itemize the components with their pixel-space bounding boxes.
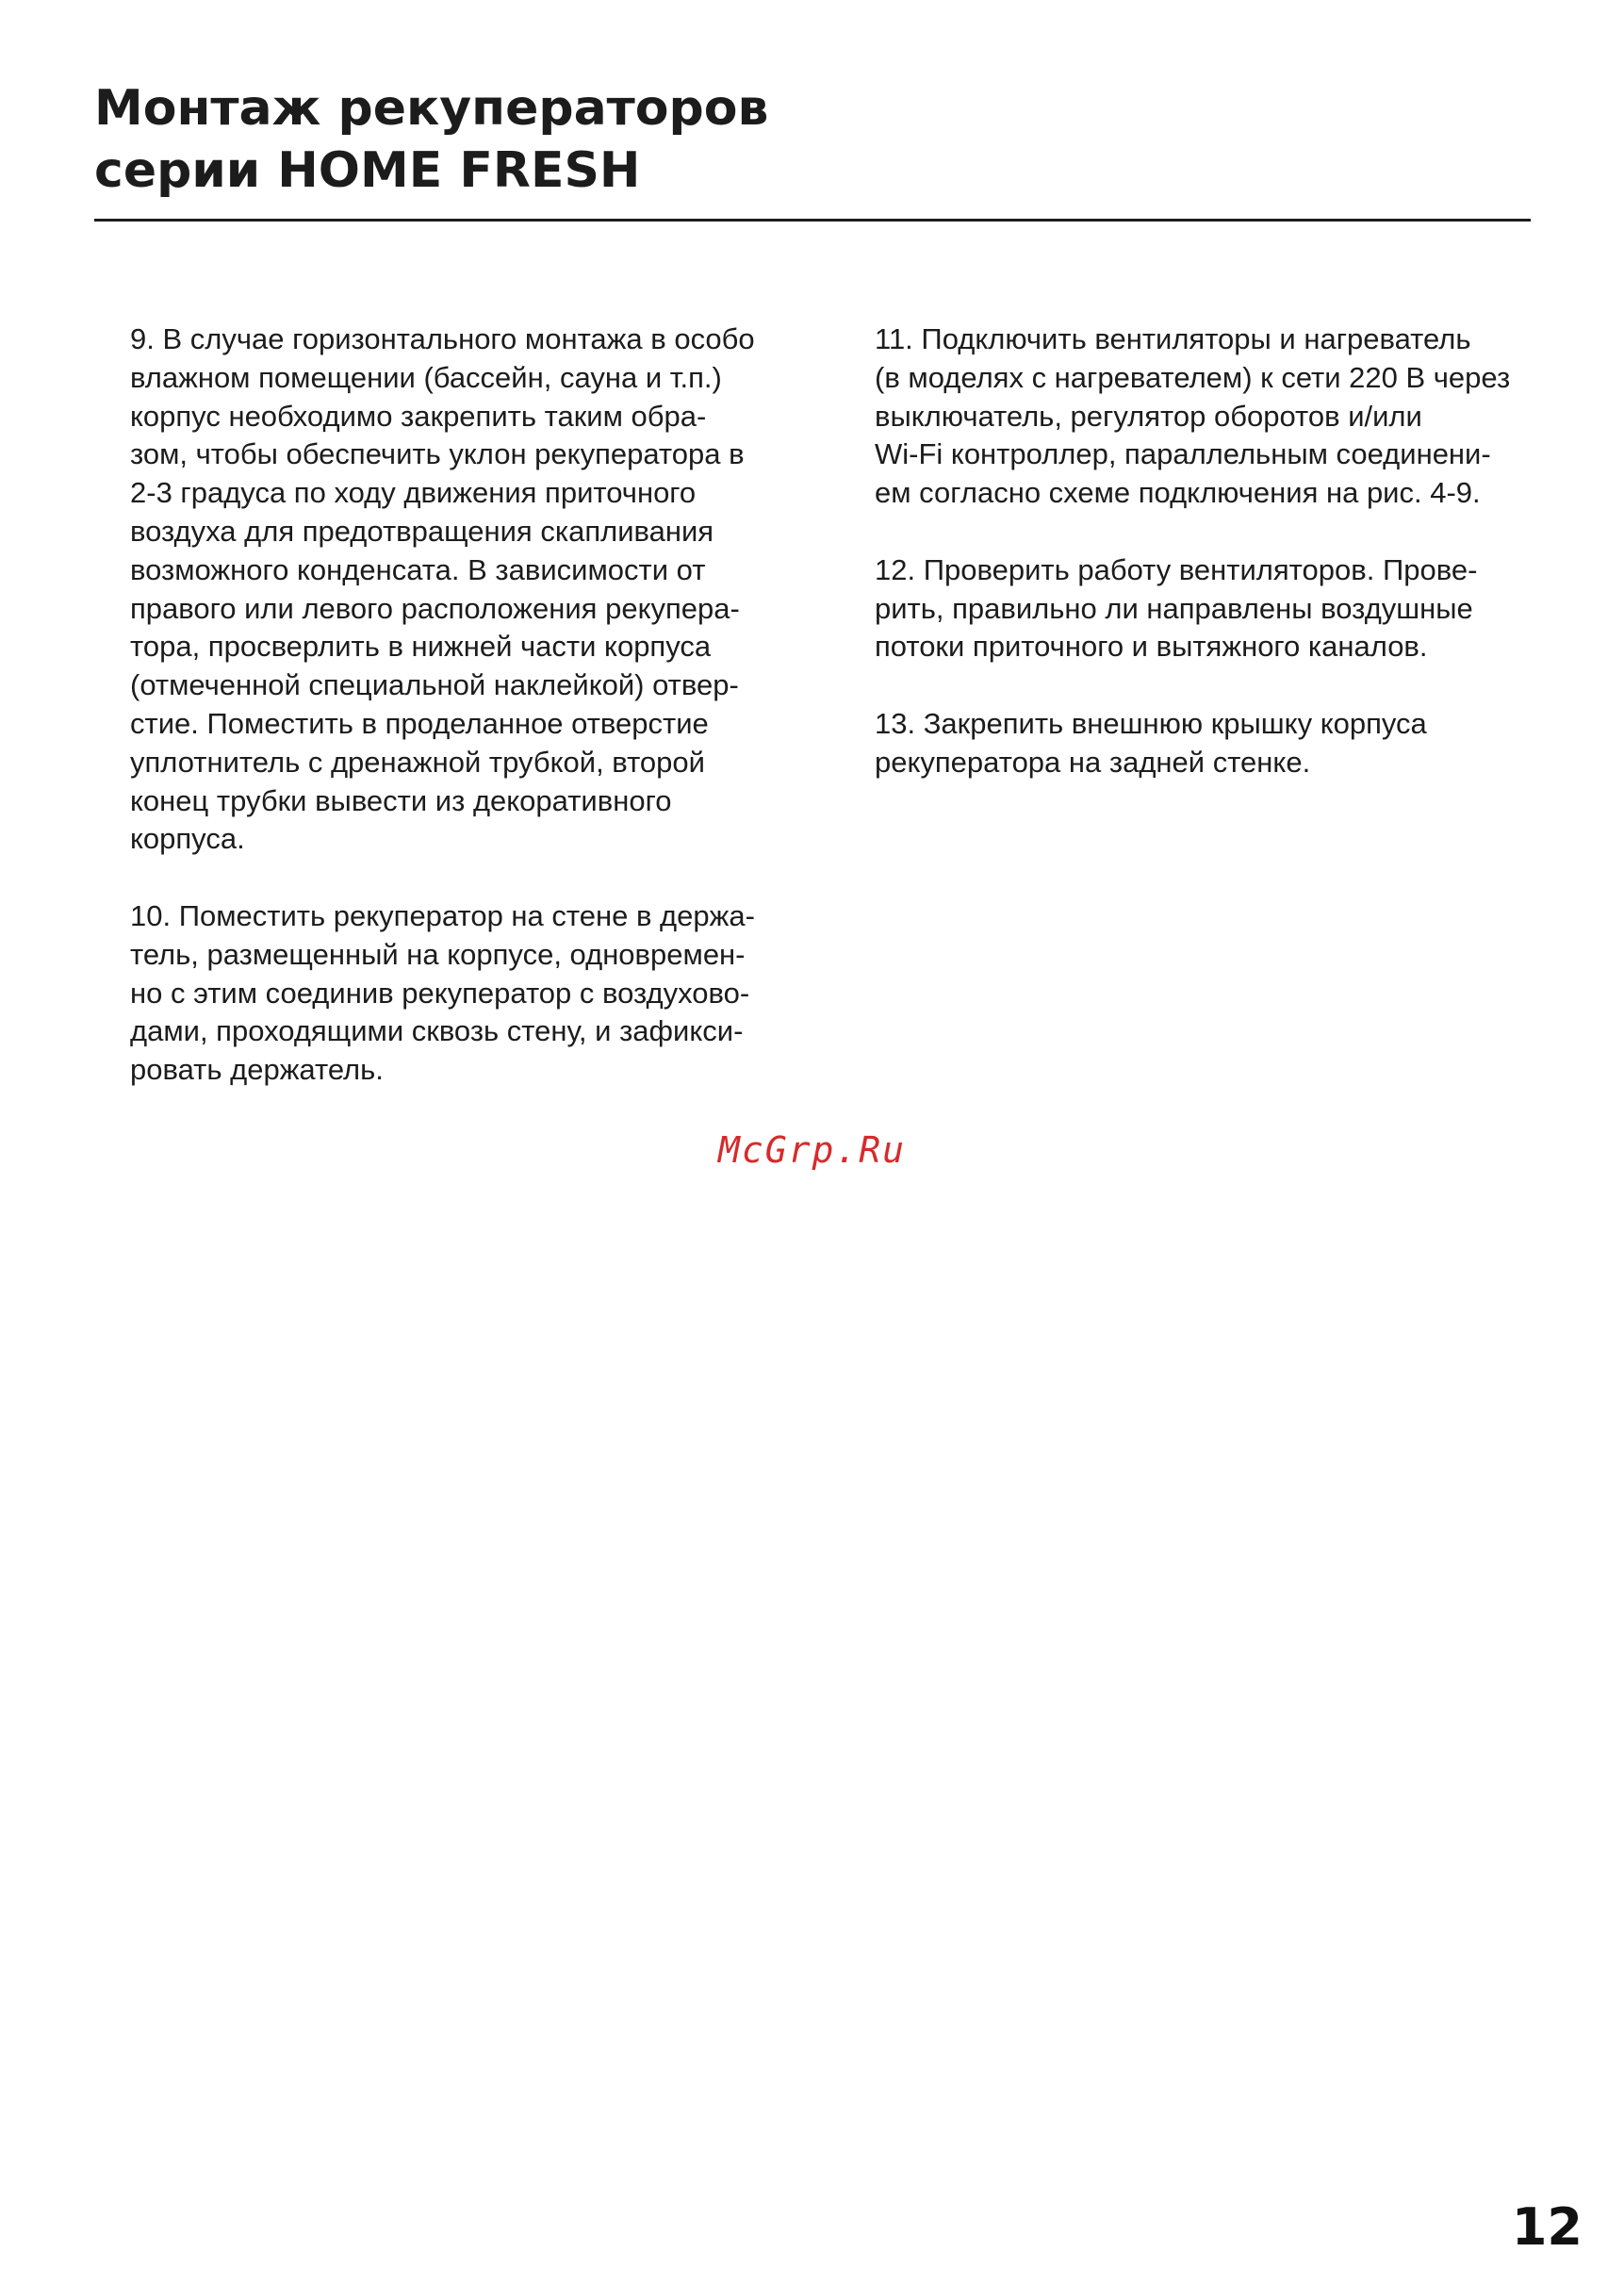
paragraph-step-12: 12. Проверить работу вентиляторов. Прове- рить, правильно ли направлены воздушные потоки приточного и вытяжного каналов. xyxy=(875,552,1478,664)
page-number: 12 xyxy=(1511,2197,1583,2257)
left-column xyxy=(130,321,790,1128)
page-title-line-1: Монтаж рекуператоров xyxy=(94,80,769,137)
paragraph-step-10: 10. Поместить рекуператор на стене в держа- тель, размещенный на корпусе, одновремен- но с этим соединив рекуператор с воздухово- дами, проходящими сквозь стену, и зафикси- ровать держатель. xyxy=(130,898,755,1087)
paragraph-step-11: 11. Подключить вентиляторы и нагреватель (в моделях с нагревателем) к сети 220 В через выключатель, регулятор оборотов и/или Wi-Fi контроллер, параллельным соединени- ем согласно схеме подключения на рис. 4-9. xyxy=(875,322,1511,510)
page-header xyxy=(94,77,1531,202)
title-divider xyxy=(94,219,1531,222)
right-column xyxy=(875,321,1534,820)
watermark: McGrp.Ru xyxy=(717,1129,907,1171)
page-title-line-2: серии HOME FRESH xyxy=(94,142,641,199)
page-title xyxy=(94,77,1531,202)
paragraph-step-13: 13. Закрепить внешнюю крышку корпуса рекуператора на задней стенке. xyxy=(875,706,1427,779)
paragraph-step-9: 9. В случае горизонтального монтажа в особо влажном помещении (бассейн, сауна и т.п.) корпус необходимо закрепить таким обра- зом, чтобы обеспечить уклон рекуператора в 2-3 градуса по ходу движения приточного воздуха для предотвращения скапливания возможного конденсата. В зависимости от правого или левого расположения рекупера- тора, просверлить в нижней части корпуса (отмеченной специальной наклейкой) отвер- стие. Поместить в проделанное отверстие уплотнитель с дренажной трубкой, второй конец трубки вывести из декоративного корпуса. xyxy=(130,322,755,856)
